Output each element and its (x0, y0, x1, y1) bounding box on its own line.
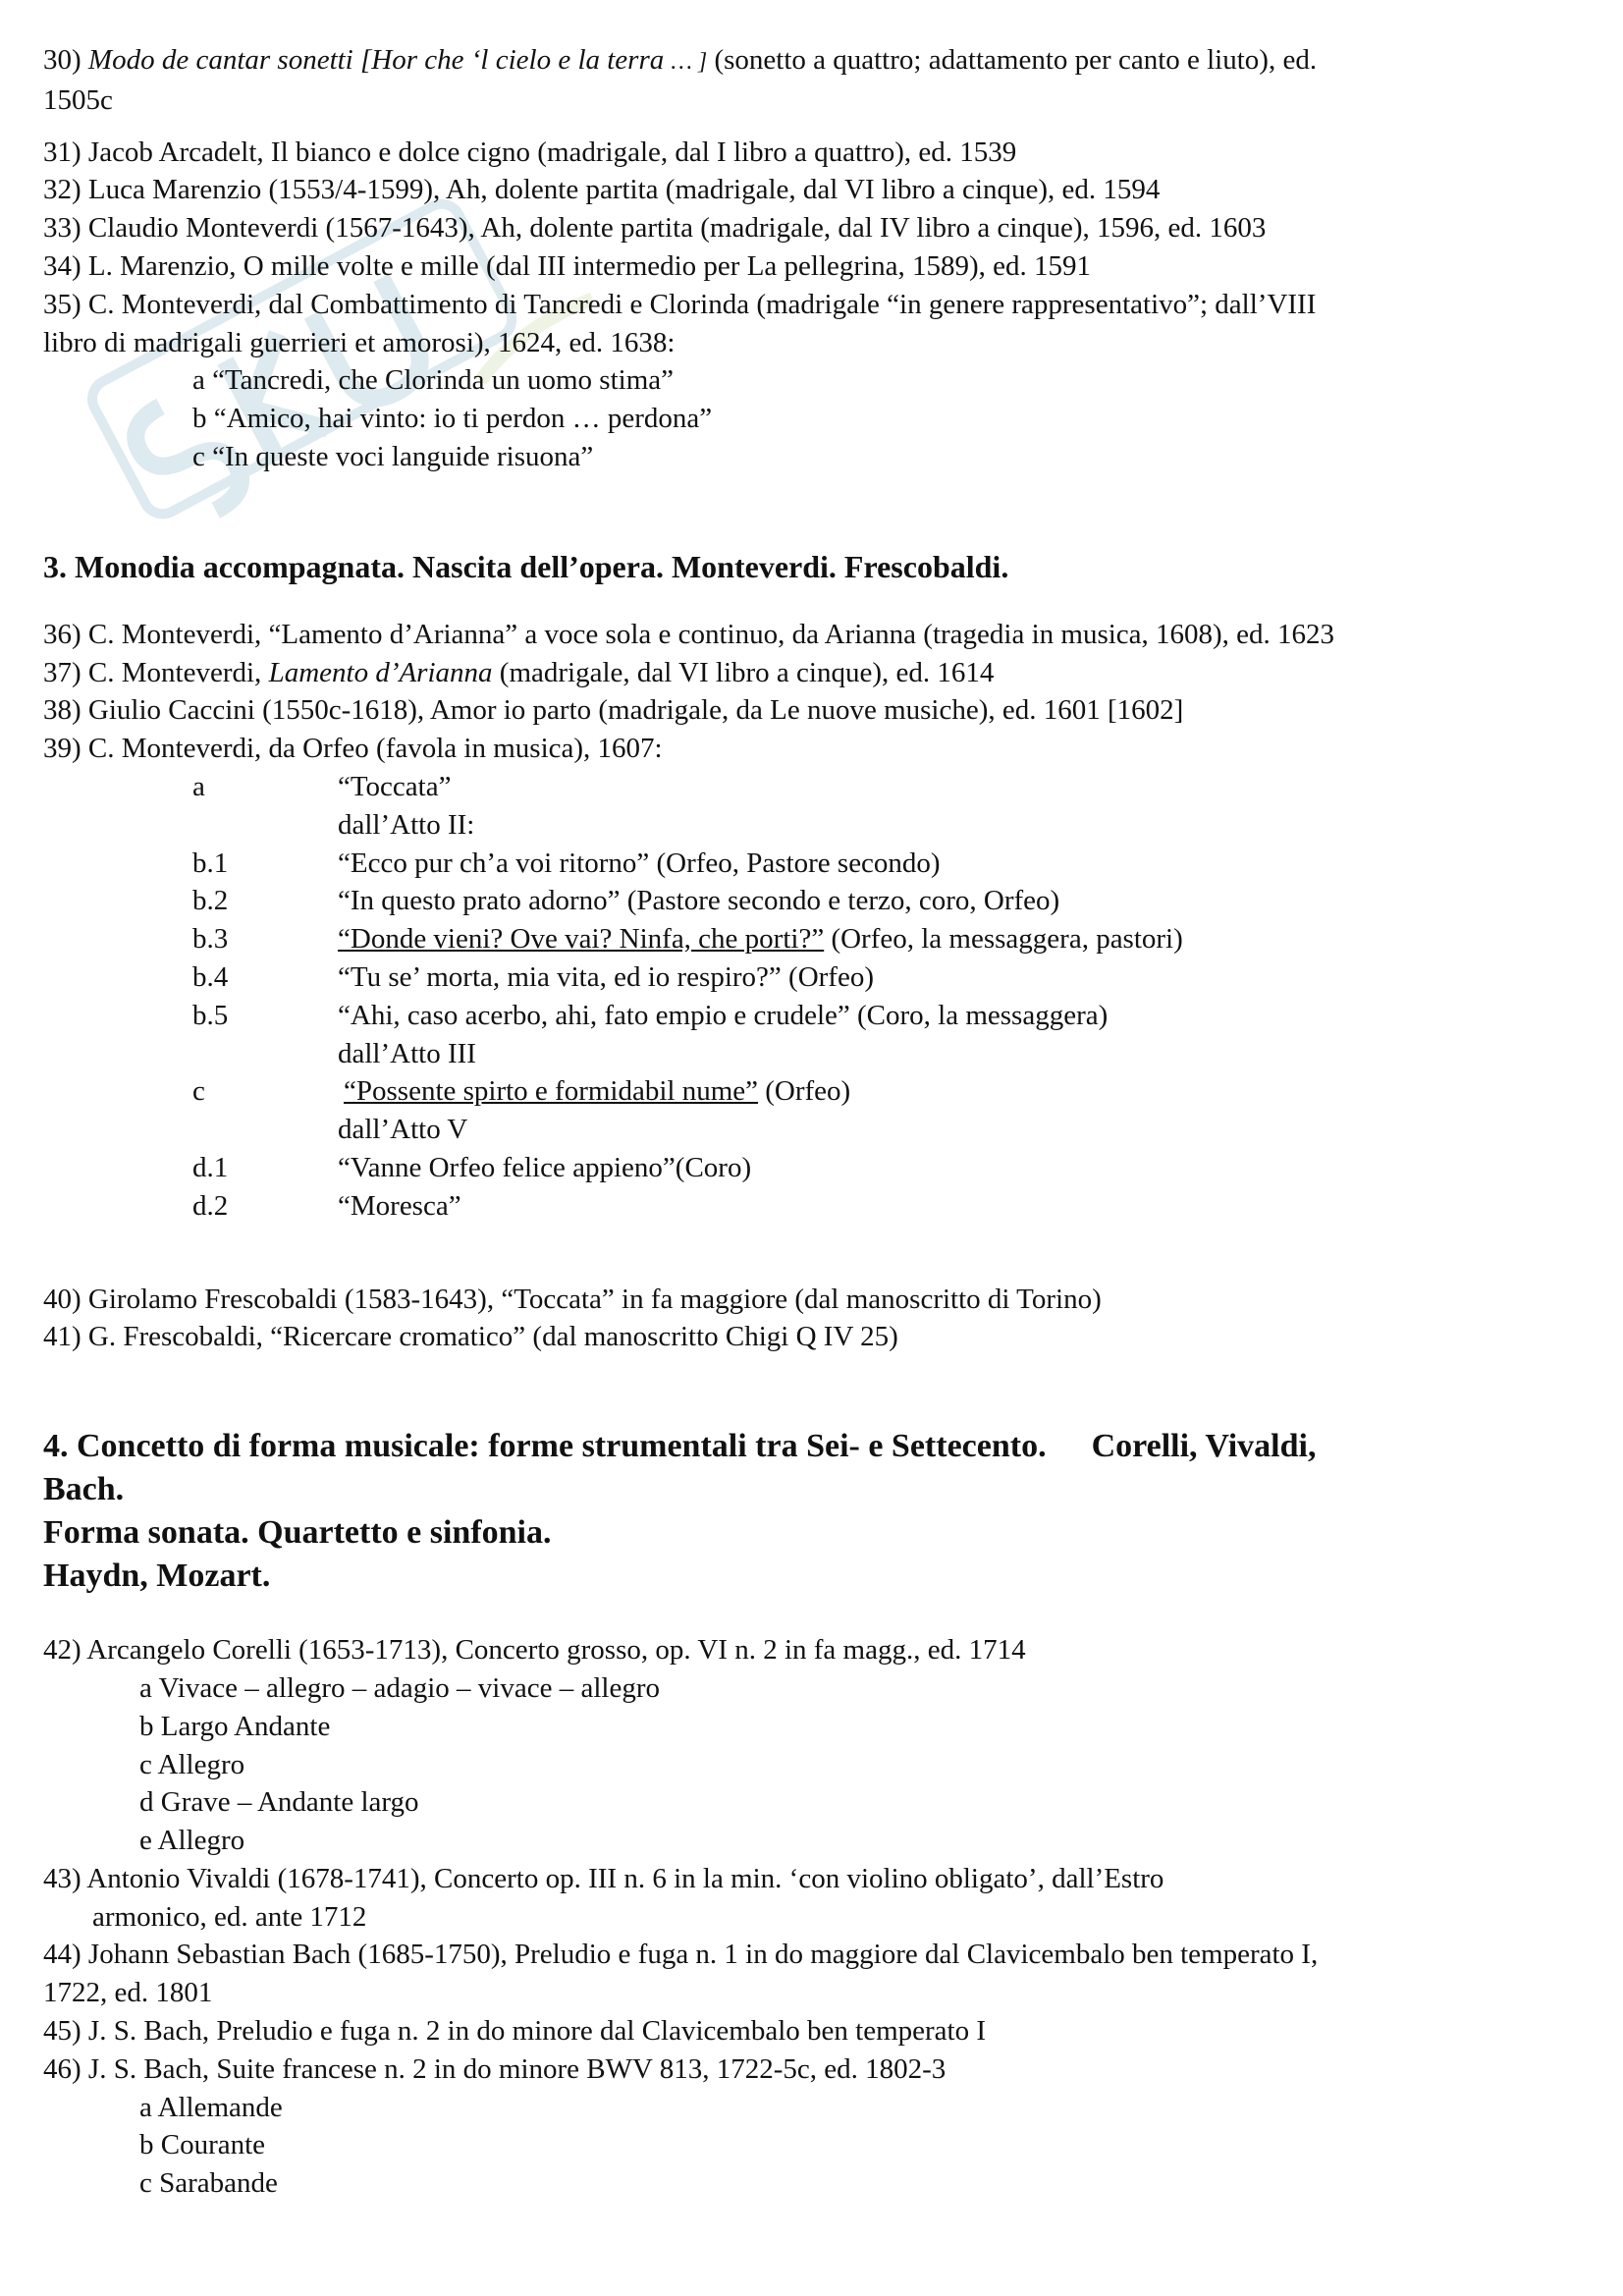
entry-45: 45) J. S. Bach, Preludio e fuga n. 2 in do minore dal Clavicembalo ben temperato I (43, 2015, 986, 2048)
entry-37 (43, 654, 1555, 692)
entry-44-cont: 1722, ed. 1801 (43, 1977, 213, 2009)
section-4-heading-line3: Forma sonata. Quartetto e sinfonia. (43, 1514, 552, 1552)
entry-30 (43, 41, 1555, 82)
entry-36: 36) C. Monteverdi, “Lamento d’Arianna” a voce sola e continuo, da Arianna (tragedia in musica, 1608), ed. 1623 (43, 618, 1335, 650)
entry-title: Modo de cantar sonetti [Hor che ‘l cielo e la terra (87, 44, 672, 76)
item-key: b.5 (192, 999, 229, 1031)
entry-42-sub-d: d Grave – Andante largo (139, 1786, 419, 1819)
item-key: b.2 (192, 885, 229, 917)
entry-41: 41) G. Frescobaldi, “Ricercare cromatico” (dal manoscritto Chigi Q IV 25) (43, 1321, 898, 1353)
orfeo-atto-5 (43, 1111, 1555, 1149)
orfeo-c (43, 1072, 1555, 1111)
entry-35-sub-a: a “Tancredi, che Clorinda un uomo stima” (192, 364, 674, 397)
entry-31: 31) Jacob Arcadelt, Il bianco e dolce cigno (madrigale, dal I libro a quattro), ed. 1539 (43, 136, 1017, 168)
item-text-underlined: “Possente spirto e formidabil nume” (344, 1075, 759, 1108)
entry-43-cont: armonico, ed. ante 1712 (92, 1900, 367, 1933)
entry-32: 32) Luca Marenzio (1553/4-1599), Ah, dolente partita (madrigale, dal VI libro a cinque), ed. 1594 (43, 174, 1161, 206)
orfeo-a (43, 768, 1555, 806)
orfeo-b5 (43, 997, 1555, 1035)
entry-42-sub-c: c Allegro (139, 1748, 245, 1780)
act-label: dall’Atto II: (338, 808, 475, 841)
entry-46-sub-b: b Courante (139, 2129, 266, 2161)
entry-42-sub-e: e Allegro (139, 1825, 245, 1857)
item-key: b.3 (192, 923, 229, 956)
section-4-heading-part2: Corelli, Vivaldi, (1091, 1428, 1317, 1465)
entry-42: 42) Arcangelo Corelli (1653-1713), Concerto grosso, op. VI n. 2 in fa magg., ed. 1714 (43, 1634, 1026, 1667)
entry-42-sub-a: a Vivace – allegro – adagio – vivace – allegro (139, 1671, 660, 1704)
item-text: “Vanne Orfeo felice appieno”(Coro) (338, 1151, 752, 1183)
orfeo-d1 (43, 1149, 1555, 1187)
item-text: (Orfeo) (758, 1075, 851, 1108)
entry-title: Lamento d’Arianna (268, 656, 493, 688)
orfeo-atto-3 (43, 1035, 1555, 1073)
entry-42-sub-b: b Largo Andante (139, 1710, 331, 1742)
orfeo-b2 (43, 882, 1555, 920)
entry-text: 37) C. Monteverdi, (43, 656, 269, 688)
section-4-heading-part1: 4. Concetto di forma musicale: forme strumentali tra Sei- e Settecento. (43, 1428, 1047, 1465)
entry-46: 46) J. S. Bach, Suite francese n. 2 in do minore BWV 813, 1722-5c, ed. 1802-3 (43, 2052, 947, 2085)
entry-46-sub-c: c Sarabande (139, 2167, 278, 2200)
entry-30-cont: 1505c (43, 83, 113, 116)
act-label: dall’Atto III (338, 1037, 476, 1069)
entry-35-sub-c: c “In queste voci languide risuona” (192, 440, 594, 472)
entry-38: 38) Giulio Caccini (1550c-1618), Amor io parto (madrigale, da Le nuove musiche), ed. 1601 [1602] (43, 694, 1184, 727)
item-text: “Ecco pur ch’a voi ritorno” (Orfeo, Pastore secondo) (338, 847, 941, 879)
item-text: (Orfeo, la messaggera, pastori) (824, 923, 1183, 956)
act-label: dall’Atto V (338, 1114, 468, 1146)
entry-35-cont: libro di madrigali guerrieri et amorosi), 1624, ed. 1638: (43, 326, 676, 358)
section-3-heading: 3. Monodia accompagnata. Nascita dell’opera. Monteverdi. Frescobaldi. (43, 548, 1009, 584)
document-body (43, 41, 1555, 2203)
orfeo-d2 (43, 1187, 1555, 1226)
entry-33: 33) Claudio Monteverdi (1567-1643), Ah, dolente partita (madrigale, dal IV libro a cinque), 1596, ed. 1603 (43, 212, 1267, 245)
entry-43: 43) Antonio Vivaldi (1678-1741), Concerto op. III n. 6 in la min. ‘con violino obligato’, dall’Estro (43, 1862, 1164, 1894)
orfeo-atto-2 (43, 806, 1555, 845)
item-text: “In questo prato adorno” (Pastore secondo e terzo, coro, Orfeo) (338, 885, 1060, 917)
entry-number: 30) (43, 44, 88, 76)
entry-40: 40) Girolamo Frescobaldi (1583-1643), “Toccata” in fa maggiore (dal manoscritto di Torino) (43, 1283, 1102, 1315)
entry-34: 34) L. Marenzio, O mille volte e mille (dal III intermedio per La pellegrina, 1589), ed. 1591 (43, 249, 1092, 282)
item-key: a (192, 770, 205, 802)
item-text: “Tu se’ morta, mia vita, ed io respiro?” (Orfeo) (338, 960, 874, 993)
orfeo-b3 (43, 920, 1555, 958)
section-4-heading (43, 1425, 1555, 1468)
item-key: d.2 (192, 1189, 229, 1222)
entry-text: (sonetto a quattro; adattamento per canto e liuto), ed. (707, 44, 1318, 76)
section-4-heading-line2: Bach. (43, 1471, 125, 1508)
item-text-underlined: “Donde vieni? Ove vai? Ninfa, che porti?” (338, 923, 825, 956)
orfeo-b1 (43, 845, 1555, 883)
item-key: b.4 (192, 960, 229, 993)
entry-35-sub-b: b “Amico, hai vinto: io ti perdon … perdona” (192, 403, 713, 435)
item-key: d.1 (192, 1151, 229, 1183)
entry-46-sub-a: a Allemande (139, 2091, 283, 2123)
entry-35: 35) C. Monteverdi, dal Combattimento di Tancredi e Clorinda (madrigale “in genere rappresentativo”; dall’VIII (43, 288, 1317, 320)
item-key: b.1 (192, 847, 229, 879)
item-key: c (192, 1075, 205, 1108)
entry-39: 39) C. Monteverdi, da Orfeo (favola in musica), 1607: (43, 733, 663, 765)
section-4-heading-line4: Haydn, Mozart. (43, 1558, 271, 1595)
entry-title-ellipsis: … ] (671, 49, 708, 75)
entry-44: 44) Johann Sebastian Bach (1685-1750), Preludio e fuga n. 1 in do maggiore dal Clavicembalo ben temperato I, (43, 1939, 1319, 1971)
item-text: “Ahi, caso acerbo, ahi, fato empio e crudele” (Coro, la messaggera) (338, 999, 1109, 1031)
entry-text: (madrigale, dal VI libro a cinque), ed. 1614 (492, 656, 995, 688)
item-text: “Toccata” (338, 770, 452, 802)
orfeo-b4 (43, 958, 1555, 997)
item-text: “Moresca” (338, 1189, 461, 1222)
